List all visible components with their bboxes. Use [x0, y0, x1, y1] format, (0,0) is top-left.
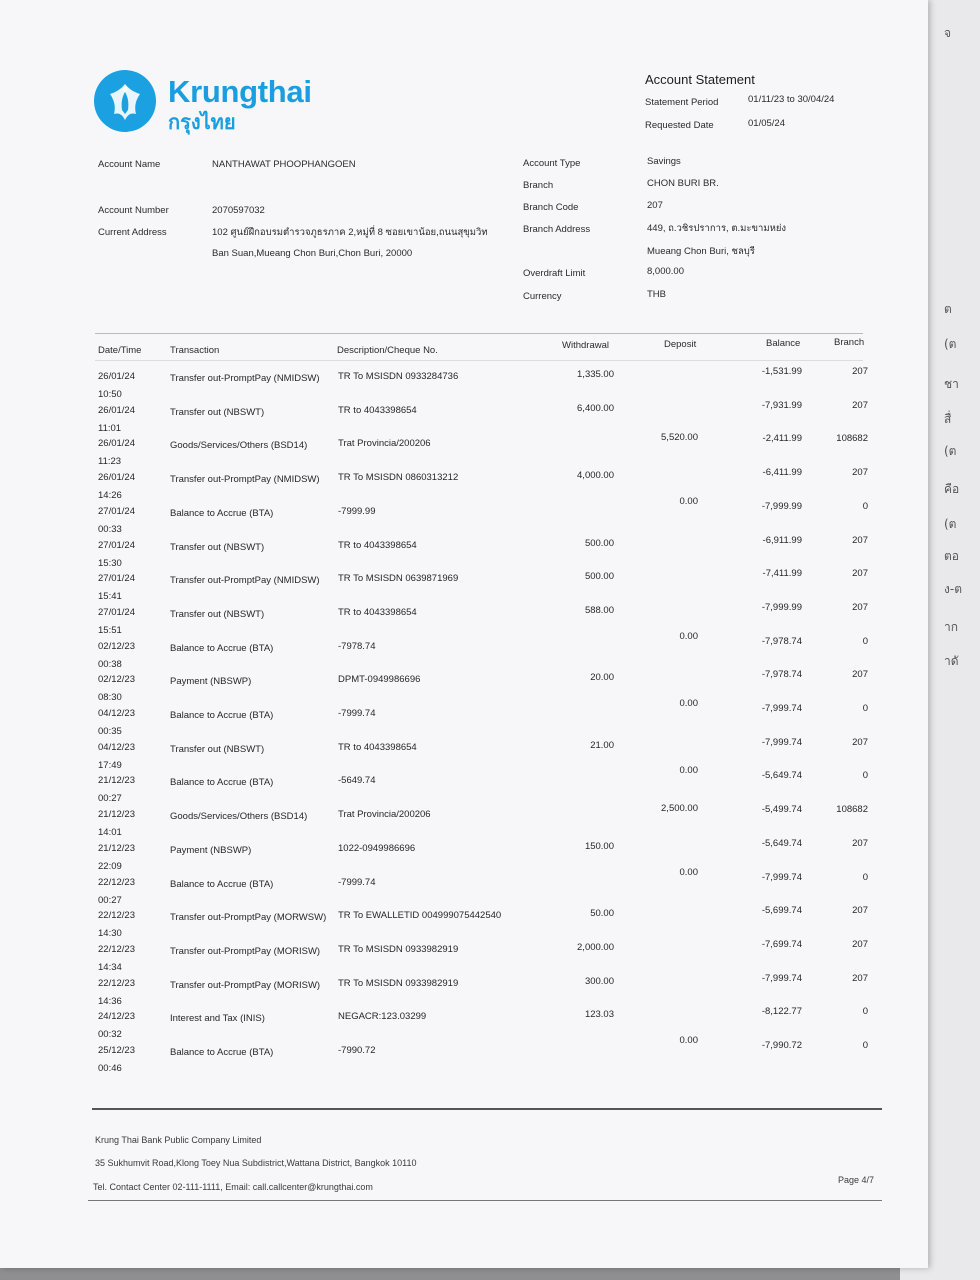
background-text-fragment: จ: [944, 26, 952, 40]
background-text-fragment: ง-ต: [944, 582, 962, 596]
cell-time: 00:32: [98, 1029, 122, 1041]
cell-time: 15:30: [98, 557, 122, 569]
cell-description: TR To MSISDN 0639871969: [338, 573, 459, 585]
cell-balance: -5,699.74: [761, 905, 802, 917]
cell-withdrawal: 500.00: [584, 571, 614, 583]
cell-balance: -6,411.99: [762, 467, 802, 479]
cell-branch: 0: [862, 871, 868, 883]
branch-address-label: Branch Address: [523, 224, 591, 235]
branch-address-line1: 449, ถ.วชิรปราการ, ต.มะขามหย่ง: [647, 223, 787, 234]
background-text-fragment: (ต: [944, 337, 957, 351]
cell-withdrawal: 123.03: [584, 1009, 614, 1021]
cell-transaction: Payment (NBSWP): [170, 844, 252, 856]
cell-time: 00:27: [98, 793, 122, 805]
cell-transaction: Interest and Tax (INIS): [170, 1013, 265, 1025]
current-address-label: Current Address: [98, 227, 167, 238]
cell-branch: 0: [862, 770, 868, 782]
cell-date: 22/12/23: [98, 943, 135, 955]
cell-transaction: Balance to Accrue (BTA): [170, 777, 274, 789]
cell-branch: 0: [862, 703, 868, 714]
cell-date: 24/12/23: [98, 1011, 135, 1023]
cell-transaction: Transfer out-PromptPay (NMIDSW): [170, 373, 320, 384]
cell-branch: 0: [862, 1040, 868, 1051]
requested-date-value: 01/05/24: [748, 118, 785, 129]
brand-name-english: Krungthai: [168, 74, 312, 109]
table-top-rule: [95, 333, 863, 334]
cell-description: DPMT-0949986696: [338, 674, 421, 686]
cell-balance: -5,649.74: [761, 837, 802, 849]
footer-rule: [88, 1200, 882, 1201]
background-text-fragment: สื่: [944, 412, 952, 426]
table-header-rule: [95, 360, 863, 361]
cell-description: TR To MSISDN 0933284736: [338, 371, 459, 382]
cell-branch: 207: [852, 837, 868, 849]
account-type-value: Savings: [647, 156, 681, 167]
cell-time: 14:26: [98, 490, 122, 502]
branch-code-label: Branch Code: [523, 202, 579, 213]
cell-deposit: 0.00: [679, 698, 698, 709]
cell-transaction: Transfer out-PromptPay (MORISW): [170, 945, 321, 957]
cell-deposit: 0.00: [679, 495, 698, 507]
account-name-label: Account Name: [98, 159, 161, 170]
cell-date: 21/12/23: [98, 842, 135, 854]
cell-branch: 207: [852, 568, 868, 580]
cell-balance: -7,699.74: [761, 938, 802, 950]
footer-company: Krung Thai Bank Public Company Limited: [95, 1135, 262, 1145]
cell-time: 14:34: [98, 961, 122, 973]
cell-branch: 207: [852, 905, 868, 917]
cell-balance: -7,999.74: [761, 703, 802, 714]
cell-transaction: Payment (NBSWP): [170, 676, 252, 688]
account-name-value: NANTHAWAT PHOOPHANGOEN: [212, 159, 356, 170]
cell-date: 02/12/23: [98, 640, 135, 652]
cell-description: 1022-0949986696: [338, 842, 416, 854]
current-address-line1: 102 ศูนย์ฝึกอบรมตำรวจภูธรภาค 2,หมู่ที่ 8 ซอยเขาน้อย,ถนนสุขุมวิท: [212, 227, 488, 238]
overdraft-limit-value: 8,000.00: [647, 266, 684, 277]
cell-branch: 207: [852, 601, 868, 613]
cell-deposit: 0.00: [679, 630, 698, 642]
cell-transaction: Transfer out-PromptPay (NMIDSW): [170, 474, 320, 486]
header-deposit: Deposit: [664, 339, 697, 350]
background-text-fragment: ตอ: [944, 549, 959, 563]
background-text-fragment: าก: [944, 620, 959, 634]
cell-date: 26/01/24: [98, 472, 135, 484]
cell-balance: -6,911.99: [762, 534, 802, 546]
cell-description: TR to 4043398654: [338, 606, 417, 618]
cell-time: 00:38: [98, 658, 122, 670]
cell-deposit: 0.00: [679, 1035, 698, 1046]
cell-branch: 207: [852, 736, 868, 748]
cell-time: 11:23: [98, 456, 122, 468]
cell-transaction: Transfer out (NBSWT): [170, 608, 265, 620]
cell-description: TR To MSISDN 0933982919: [338, 943, 459, 955]
cell-withdrawal: 1,335.00: [577, 369, 614, 380]
cell-transaction: Transfer out-PromptPay (MORWSW): [170, 912, 327, 924]
cell-transaction: Transfer out (NBSWT): [170, 743, 265, 755]
background-text-fragment: ชา: [944, 377, 959, 391]
currency-label: Currency: [523, 291, 562, 302]
header-datetime: Date/Time: [98, 345, 142, 356]
cell-transaction: Balance to Accrue (BTA): [170, 507, 274, 519]
cell-balance: -7,999.74: [761, 972, 802, 984]
cell-balance: -8,122.77: [761, 1006, 802, 1018]
cell-transaction: Transfer out-PromptPay (MORISW): [170, 979, 321, 991]
cell-transaction: Goods/Services/Others (BSD14): [170, 811, 308, 823]
cell-withdrawal: 4,000.00: [577, 470, 614, 482]
cell-balance: -7,999.99: [761, 601, 802, 613]
cell-balance: -7,978.74: [761, 669, 802, 681]
overdraft-limit-label: Overdraft Limit: [523, 268, 586, 279]
cell-description: Trat Provincia/200206: [338, 438, 431, 450]
cell-balance: -2,411.99: [762, 433, 802, 445]
cell-deposit: 0.00: [679, 765, 698, 777]
header-description: Description/Cheque No.: [337, 345, 438, 356]
cell-date: 27/01/24: [98, 539, 135, 551]
cell-description: NEGACR:123.03299: [338, 1011, 427, 1023]
cell-date: 22/12/23: [98, 910, 135, 922]
header-transaction: Transaction: [170, 345, 220, 356]
account-type-label: Account Type: [523, 158, 581, 169]
cell-branch: 207: [852, 938, 868, 950]
cell-time: 17:49: [98, 759, 122, 771]
statement-title: Account Statement: [645, 72, 755, 87]
cell-withdrawal: 50.00: [590, 908, 614, 920]
cell-time: 00:35: [98, 726, 122, 737]
cell-withdrawal: 21.00: [590, 739, 614, 751]
cell-withdrawal: 300.00: [584, 975, 614, 987]
cell-withdrawal: 2,000.00: [577, 941, 614, 953]
cell-branch: 0: [862, 635, 868, 647]
header-withdrawal: Withdrawal: [562, 340, 609, 351]
statement-period-value: 01/11/23 to 30/04/24: [748, 94, 835, 105]
cell-description: TR To EWALLETID 004999075442540: [338, 910, 502, 922]
cell-branch: 207: [852, 399, 868, 411]
cell-branch: 207: [852, 534, 868, 546]
cell-balance: -5,649.74: [761, 770, 802, 782]
cell-description: -7999.74: [338, 708, 376, 719]
branch-code-value: 207: [647, 200, 663, 211]
cell-date: 25/12/23: [98, 1045, 135, 1056]
cell-description: -7978.74: [338, 640, 376, 652]
cell-transaction: Transfer out (NBSWT): [170, 406, 265, 418]
footer-page-number: Page 4/7: [838, 1175, 875, 1185]
cell-date: 04/12/23: [98, 741, 135, 753]
cell-balance: -7,999.99: [761, 500, 802, 512]
cell-balance: -7,411.99: [762, 568, 802, 580]
cell-date: 22/12/23: [98, 977, 135, 989]
branch-label: Branch: [523, 180, 554, 191]
krungthai-bird-logo-icon: [94, 70, 156, 132]
cell-time: 00:46: [98, 1063, 122, 1074]
cell-branch: 108682: [836, 433, 868, 445]
current-address-line2: Ban Suan,Mueang Chon Buri,Chon Buri, 20000: [212, 248, 413, 259]
currency-value: THB: [647, 289, 666, 300]
cell-branch: 0: [862, 1006, 868, 1018]
cell-withdrawal: 588.00: [584, 604, 614, 616]
cell-date: 27/01/24: [98, 505, 135, 517]
cell-balance: -7,931.99: [761, 399, 802, 411]
cell-withdrawal: 150.00: [584, 840, 614, 852]
cell-date: 27/01/24: [98, 573, 135, 585]
background-text-fragment: าดั: [944, 654, 959, 668]
cell-date: 26/01/24: [98, 404, 135, 416]
cell-transaction: Balance to Accrue (BTA): [170, 1047, 274, 1058]
cell-balance: -7,978.74: [761, 635, 802, 647]
statement-period-label: Statement Period: [645, 97, 719, 108]
cell-balance: -5,499.74: [761, 804, 802, 816]
cell-time: 08:30: [98, 692, 122, 704]
requested-date-label: Requested Date: [645, 120, 714, 131]
cell-branch: 108682: [836, 804, 868, 816]
cell-description: -7990.72: [338, 1045, 376, 1056]
account-number-label: Account Number: [98, 205, 169, 216]
cell-date: 26/01/24: [98, 438, 135, 450]
cell-description: TR To MSISDN 0933982919: [338, 977, 459, 989]
cell-balance: -7,990.72: [761, 1040, 802, 1051]
cell-withdrawal: 6,400.00: [577, 402, 614, 414]
cell-time: 14:36: [98, 995, 122, 1007]
cell-date: 21/12/23: [98, 809, 135, 821]
cell-time: 15:41: [98, 591, 122, 603]
cell-withdrawal: 500.00: [584, 537, 614, 549]
cell-date: 21/12/23: [98, 775, 135, 787]
footer-contact: Tel. Contact Center 02-111-1111, Email: call.callcenter@krungthai.com: [93, 1182, 373, 1192]
cell-balance: -7,999.74: [761, 736, 802, 748]
cell-transaction: Balance to Accrue (BTA): [170, 878, 274, 890]
cell-description: TR to 4043398654: [338, 741, 417, 753]
cell-branch: 207: [852, 972, 868, 984]
footer-address: 35 Sukhumvit Road,Klong Toey Nua Subdistrict,Wattana District, Bangkok 10110: [95, 1158, 417, 1168]
header-branch: Branch: [834, 337, 865, 348]
cell-date: 22/12/23: [98, 876, 135, 888]
cell-description: -7999.99: [338, 505, 376, 517]
cell-time: 11:01: [98, 422, 122, 434]
cell-deposit: 0.00: [679, 866, 698, 878]
branch-value: CHON BURI BR.: [647, 178, 719, 189]
cell-description: TR to 4043398654: [338, 539, 417, 551]
cell-time: 00:27: [98, 894, 122, 906]
cell-withdrawal: 20.00: [590, 672, 614, 684]
cell-description: -5649.74: [338, 775, 376, 787]
cell-branch: 207: [852, 467, 868, 479]
cell-date: 02/12/23: [98, 674, 135, 686]
cell-transaction: Transfer out (NBSWT): [170, 541, 265, 553]
background-text-fragment: (ต: [944, 517, 957, 531]
cell-branch: 207: [852, 366, 868, 377]
cell-deposit: 2,500.00: [661, 803, 698, 815]
cell-description: TR to 4043398654: [338, 404, 417, 416]
cell-date: 27/01/24: [98, 606, 135, 618]
cell-transaction: Balance to Accrue (BTA): [170, 642, 274, 654]
cell-time: 14:01: [98, 827, 122, 839]
cell-date: 26/01/24: [98, 371, 135, 382]
background-text-fragment: คือ: [944, 482, 960, 496]
cell-transaction: Goods/Services/Others (BSD14): [170, 440, 308, 452]
branch-address-line2: Mueang Chon Buri, ชลบุรี: [647, 246, 755, 257]
cell-balance: -1,531.99: [761, 366, 802, 377]
table-bottom-rule: [92, 1108, 882, 1110]
cell-branch: 0: [862, 500, 868, 512]
cell-description: Trat Provincia/200206: [338, 809, 431, 821]
header-balance: Balance: [766, 338, 801, 349]
cell-date: 04/12/23: [98, 708, 135, 719]
account-number-value: 2070597032: [212, 205, 265, 216]
cell-transaction: Transfer out-PromptPay (NMIDSW): [170, 575, 320, 587]
cell-time: 00:33: [98, 523, 122, 535]
cell-time: 10:50: [98, 389, 122, 400]
background-text-fragment: ต: [944, 302, 952, 316]
cell-time: 22:09: [98, 860, 122, 872]
cell-description: -7999.74: [338, 876, 376, 888]
cell-time: 14:30: [98, 928, 122, 940]
cell-transaction: Balance to Accrue (BTA): [170, 710, 274, 721]
cell-description: TR To MSISDN 0860313212: [338, 472, 459, 484]
brand-name-thai: กรุงไทย: [168, 112, 236, 134]
cell-branch: 207: [852, 669, 868, 681]
background-text-fragment: (ต: [944, 444, 957, 458]
cell-time: 15:51: [98, 624, 122, 636]
cell-deposit: 5,520.00: [661, 432, 698, 444]
cell-balance: -7,999.74: [761, 871, 802, 883]
